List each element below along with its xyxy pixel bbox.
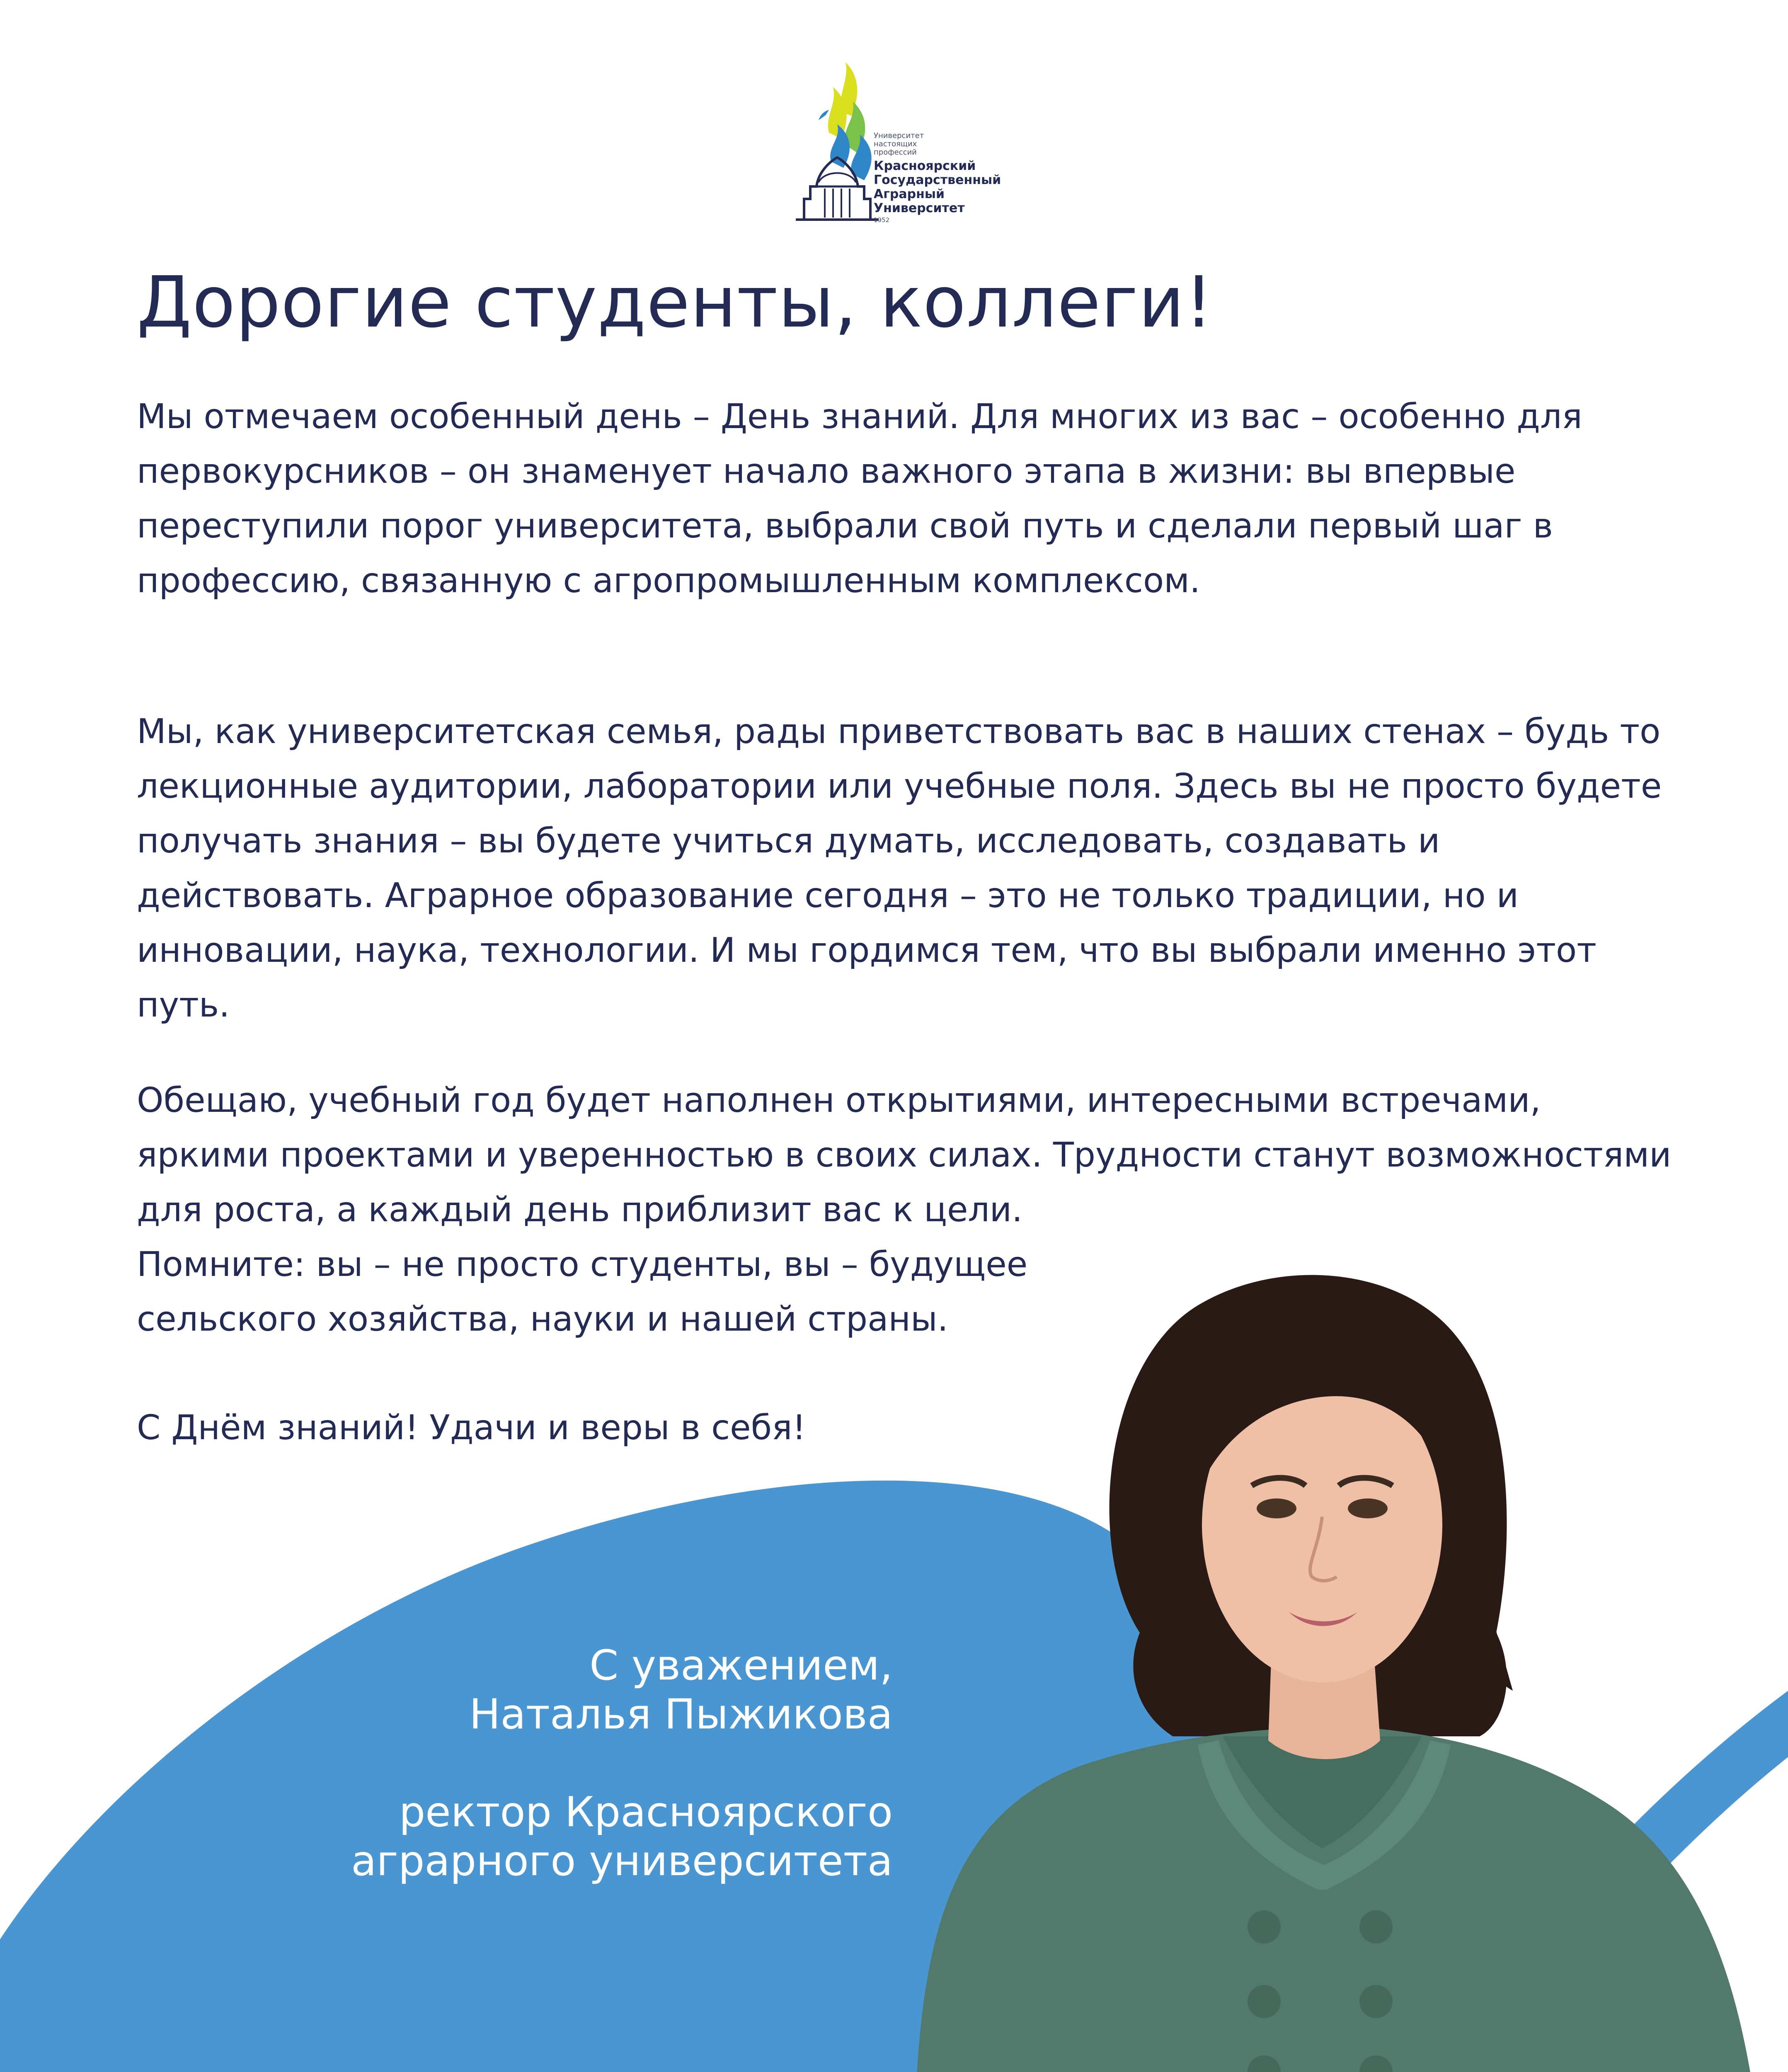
- logo-name-line: Красноярский: [874, 159, 976, 173]
- rector-portrait: [908, 1260, 1788, 2072]
- signature-organization: аграрного университета: [351, 1837, 893, 1885]
- logo-name-line: Университет: [874, 201, 965, 215]
- signature-regards: С уважением,: [589, 1641, 893, 1690]
- jacket-button: [1248, 1985, 1281, 2018]
- signature-name: Наталья Пыжикова: [469, 1690, 893, 1738]
- paragraph-1: Мы отмечаем особенный день – День знаний. Для многих из вас – особенно для первокурсников – он знаменует начало важного этапа в жизни: вы впервые переступили порог университета, выбрали свой путь и сделали первый шаг в профессию, связанную с агропромышленным комплексом.: [137, 397, 1582, 600]
- jacket-button: [1248, 1910, 1281, 1944]
- signature-position: ректор Красноярского: [399, 1788, 893, 1836]
- signature-block: [351, 1641, 893, 1886]
- logo-name-line: Государственный: [874, 173, 1001, 187]
- jacket-button: [1359, 1985, 1393, 2018]
- paragraph-3-part-b: Помните: вы – не просто студенты, вы – будущее: [137, 1245, 1028, 1284]
- logo-name-line: Аграрный: [874, 187, 945, 201]
- logo-year: 1952: [874, 216, 890, 224]
- signature-spacer: [351, 1739, 893, 1788]
- closing-wish: С Днём знаний! Удачи и веры в себя!: [137, 1408, 806, 1447]
- paragraph-3-part-c: сельского хозяйства, науки и нашей страны.: [137, 1300, 948, 1339]
- logo-tagline: Университет настоящих профессий: [874, 131, 924, 157]
- logo-wordmark: [874, 132, 1048, 224]
- paragraph-3-part-a: Обещаю, учебный год будет наполнен открытиями, интересными встречами, яркими проектами и уверенностью в своих силах. Трудности станут возможностями для роста, а каждый день приблизит вас к цели.: [137, 1081, 1672, 1230]
- paragraph-2: Мы, как университетская семья, рады приветствовать вас в наших стенах – будь то лекционные аудитории, лаборатории или учебные поля. Здесь вы не просто будете получать знания – вы будете учиться думать, исследовать, создавать и действовать. Аграрное образование сегодня – это не только традиции, но и инновации, наука, технологии. И мы гордимся тем, что вы выбрали именно этот путь.: [137, 712, 1662, 1025]
- page-title: Дорогие студенты, коллеги!: [137, 261, 1214, 344]
- jacket-button: [1359, 1910, 1393, 1944]
- logo-name: [874, 159, 1048, 215]
